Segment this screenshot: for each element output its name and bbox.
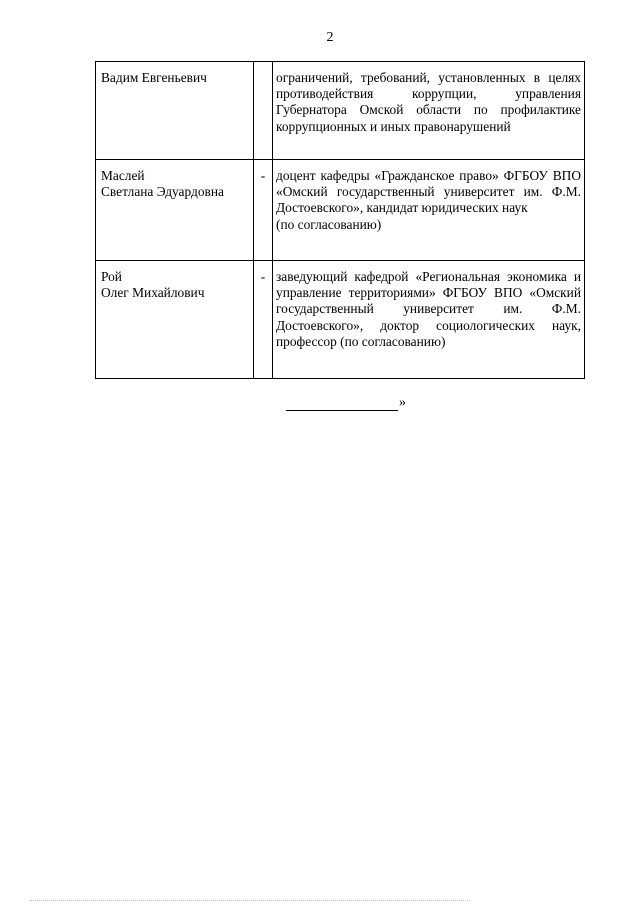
table-row	[96, 261, 585, 379]
member-description-cell	[273, 62, 585, 160]
member-description-cell	[273, 261, 585, 379]
members-table	[95, 61, 585, 379]
member-description: заведующий кафедрой «Региональная экономика и управление территориями» ФГБОУ ВПО «Омский государственный университет им. Ф.М. Достоевского», доктор социологических наук, профессор (по согласованию)	[276, 269, 581, 349]
closing-quote: »	[399, 395, 406, 410]
member-name: Вадим Евгеньевич	[101, 70, 207, 85]
dash-cell: -	[254, 160, 273, 261]
scan-artifact	[30, 897, 470, 901]
closing-line-block	[286, 394, 406, 411]
dash-cell	[254, 62, 273, 160]
member-note: (по согласованию)	[276, 216, 382, 232]
member-description: ограничений, требований, установленных в целях противодействия коррупции, управления Губернатора Омской области по профилактике коррупционных и иных правонарушений	[276, 70, 581, 134]
closing-underline	[286, 394, 398, 411]
dash-cell: -	[254, 261, 273, 379]
table-row	[96, 62, 585, 160]
member-name-cell	[96, 62, 254, 160]
member-name-cell	[96, 160, 254, 261]
member-given-name: Олег Михайлович	[101, 285, 205, 301]
table-row	[96, 160, 585, 261]
member-description: доцент кафедры «Гражданское право» ФГБОУ ВПО «Омский государственный университет им. Ф.М. Достоевского», кандидат юридических наук	[276, 168, 581, 216]
member-description-cell	[273, 160, 585, 261]
member-surname: Маслей	[101, 168, 145, 183]
page-number: 2	[326, 30, 334, 45]
member-given-name: Светлана Эдуардовна	[101, 184, 224, 200]
member-surname: Рой	[101, 269, 122, 284]
member-name-cell	[96, 261, 254, 379]
